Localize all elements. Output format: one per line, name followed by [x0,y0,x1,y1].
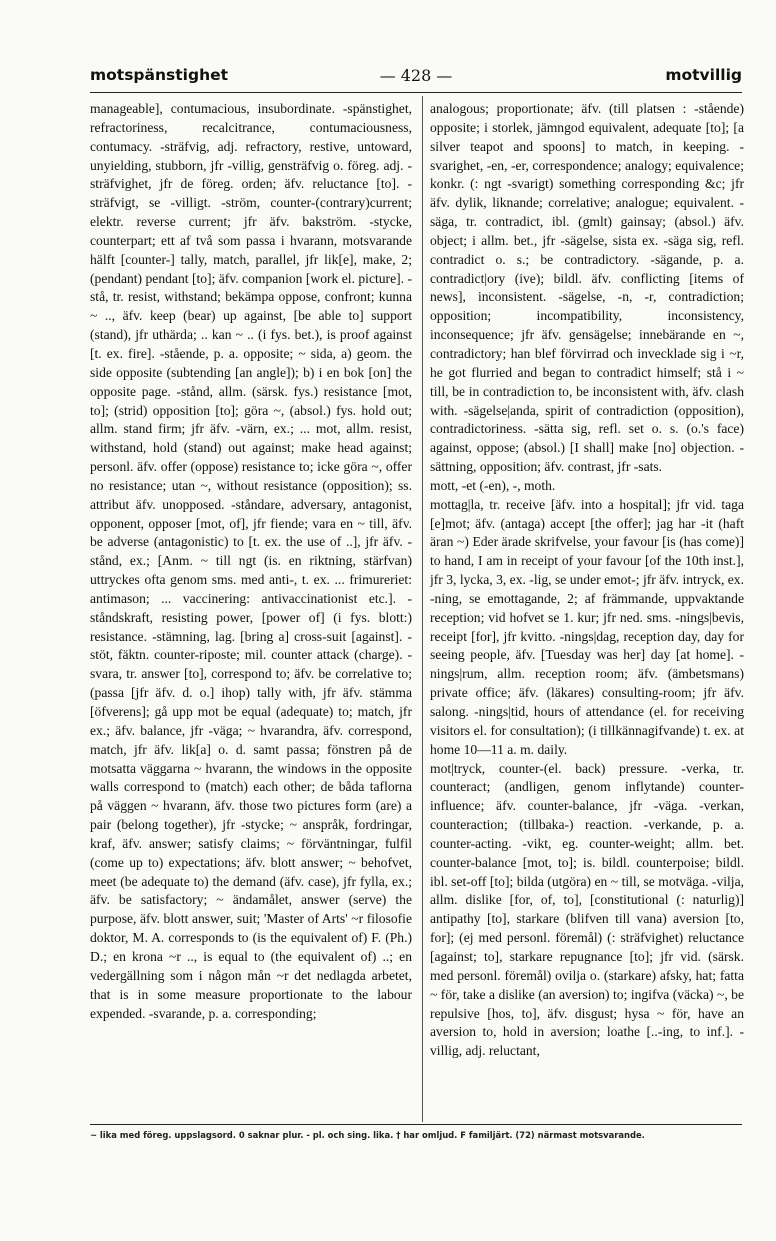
footer-rule [90,1124,742,1125]
entry-paragraph: analogous; proportionate; äfv. (till platsen : -stående) opposite; i storlek, jämngod equivalent, adequate [to]; [a silver teapot and spoons] to match, in keeping. -svarighet, -en, -er, correspondence; analogy; equivalence; konkr. (: ngt -svarigt) something corresponding &c; jfr äfv. dylik, liknande; correlative; analogue; equivalent. -säga, tr. contradict, ibl. (gmlt) gainsay; (absol.) äfv. object; i allm. bet., jfr -sägelse, sista ex. -säga sig, refl. contradict o. s.; be contradictory. -sägande, p. a. contradict|ory (ive); bildl. äfv. conflicting [items of news], inconsistent. -sägelse, -n, -r, contradiction; opposition; incompatibility, inconsistency, inconsequence; jfr äfv. gensägelse; innebärande en ~, contradictory; han blef förvirrad och invecklade sig i ~r, he got flurried and began to contradict himself; stå i ~ till, be in contradiction to, be inconsistent with, äfv. clash with. -sägelse|anda, spirit of contradiction (opposition), contradictoriness. -sätta sig, refl. set o. s. (o.'s face) against, oppose; (absol.) [I shall] make [no] objection. -sättning, opposition; äfv. contrast, jfr -sats. [430,101,744,475]
entry-paragraph: mott, -et (-en), -, moth. [430,477,556,493]
header-rule [90,92,742,93]
entry-paragraph: mot|tryck, counter-(el. back) pressure. -verka, tr. counteract; (andligen, genom inflytande) counter-influence; äfv. counter-balance, jfr -väga. -verkan, counteraction; (tillbaka-) reaction. -verkande, p. a. counter-acting. -vikt, eg. counter-weight; allm. bet. counter-balance [mot, to]; is. bildl. counterpoise; bildl. ibl. set-off [to]; bilda (utgöra) en ~ till, se motväga. -vilja, allm. dislike [for, of, to], [constitutional (: naturlig)] antipathy [to], starkare (blifven till vana) aversion [to, for]; (ej med personl. föremål) (: sträfvighet) reluctance [against; to], starkare repugnance [to]; jfr vid. (särsk. med personl. föremål) ovilja o. (starkare) afsky, hat; fatta ~ för, take a dislike (an aversion) to; ingifva (väcka) ~, be repulsive [hos, to], äfv. disgust; hysa ~ för, have an aversion to, hold in aversion; loathe [..-ing, to inf.]. -villig, adj. reluctant, [430,760,744,1059]
header-guide-word-left: motspänstighet [90,66,229,84]
header-guide-word-right: motvillig [665,66,742,84]
footer-legend: ~ lika med föreg. uppslagsord. 0 saknar plur. - pl. och sing. lika. † har omljud. F familjärt. (72) närmast motsvarande. [90,1130,645,1140]
entry-paragraph: manageable], contumacious, insubordinate. -spänstighet, refractoriness, recalcitrance, contumaciousness, contumacy. -sträfvig, adj. refractory, restive, untoward, unyielding, stubborn, jfr -villig, gensträfvig o. föreg. adj. -sträfvighet, jfr de föreg. orden; äfv. reluctance [to]. -sträfvigt, se -villigt. -ström, counter-(contrary)current; elektr. reverse current; jfr äfv. bakström. -stycke, counterpart; ett af två som passa i hvarann, motsvarande hälft [counter-] tally, match, parallel, jfr lik[e], make, 2; (pendant) pendant [to]; äfv. companion [work el. picture]. -stå, tr. resist, withstand; bekämpa oppose, confront; kunna ~ .., äfv. keep (bear) up against, [be able to] support (stand), jfr uthärda; .. kan ~ .. (i fys. bet.), is proof against [t. ex. fire]. -stående, p. a. opposite; ~ sida, a) geom. the side opposite (subtending [an angle]); b) i en bok [on] the opposite page. -stånd, allm. (särsk. fys.) resistance [mot, to]; (strid) opposition [to]; göra ~, (absol.) fys. hold out; allm. stand firm; jfr äfv. -värn, ex.; ... mot, allm. resist, withstand, hold (stand) out against; make head against; personl. äfv. offer (oppose) resistance to; icke göra ~, offer no resistance; utan ~, without resistance (opposition); ss. attribut äfv. unopposed. -ståndare, adversary, antagonist, opponent, opposer [mot, of], jfr fiende; vara en ~ till, äfv. be adverse (antagonistic) to [t. ex. the use of ..], jfr äfv. -stånd, ex.; [Anm. ~ till ngt (is. en riktning, stärfvan) uttryckes ofta genom sms. med anti-, t. ex. ... frimureriet: antimason; ... vaccinering: antivaccinationist etc.]. -ståndskraft, resisting power, [power of] (i fys. blott:) resistance. -stämning, lag. [bring a] cross-suit [against]. -stöt, fäktn. counter-riposte; mil. counter attack (charge). -svara, tr. answer [to], correspond to; äfv. be correlative to; (passa [jfr äfv. d. o.] ihop) tally with, jfr äfv. stämma [öfverens]; gå upp mot be equal (adequate) to; match, jfr ex.; äfv. balance, jfr -väga; ~ hvarandra, äfv. correspond, match, jfr äfv. lik[a] o. d. samt passa; fönstren på de motsatta väggarna ~ hvarann, the windows in the opposite walls correspond to (match) each other; de båda taflorna på väggen ~ hvarann, äfv. those two pictures form (are) a pair (belong together), jfr -stycke; ~ anspråk, fordringar, kraf, äfv. answer; satisfy claims; ~ förväntningar, fulfil (come up to) expectations; äfv. blott answer; ~ behofvet, meet (be adequate to) the demand (äfv. case), jfr fylla, ex.; äfv. be satisfactory; ~ ändamålet, answer (serve) the purpose, äfv. blott answer, suit; 'Master of Arts' ~r filosofie doktor, M. A. corresponds to (is the equivalent of) F. (Ph.) D.; en krona ~r .., is equal to (the equivalent of) ..; en vedergällning som i någon mån ~r det nedlagda arbetet, that is in some measure proportionate to the labour expended. -svarande, p. a. corresponding; [90,101,412,1021]
page-header [90,66,742,92]
left-column [90,100,412,1118]
page-number: — 428 — [379,66,453,85]
entry-paragraph: mottag|la, tr. receive [äfv. into a hospital]; jfr vid. taga [e]mot; äfv. (antaga) accept [the offer]; jag har -it (haft äran ~) Eder ärade skrifvelse, your favour [is (has come)] to hand, I am in receipt of your favour [of the 10th inst.], jfr 3, lycka, 3, ex. -lig, se under emot-; jfr äfv. intryck, ex. -ning, se emottagande, 2; af främmande, uppvaktande reception; vid hofvet se 1. kur; jfr ned. sms. -nings|bevis, receipt [for], jfr kvitto. -nings|dag, reception day, day for seeing people, äfv. [Tuesday was her] day [at home]. -nings|rum, allm. reception room; äfv. (ämbetsmans) private office; äfv. (läkares) consulting-room; jfr äfv. salong. -nings|tid, hours of attendance (el. for receiving visitors el. for consultation); (i tillkännagifvande) t. ex. at home 10—11 a. m. daily. [430,496,744,757]
column-divider [422,96,423,1122]
right-column [430,100,744,1118]
